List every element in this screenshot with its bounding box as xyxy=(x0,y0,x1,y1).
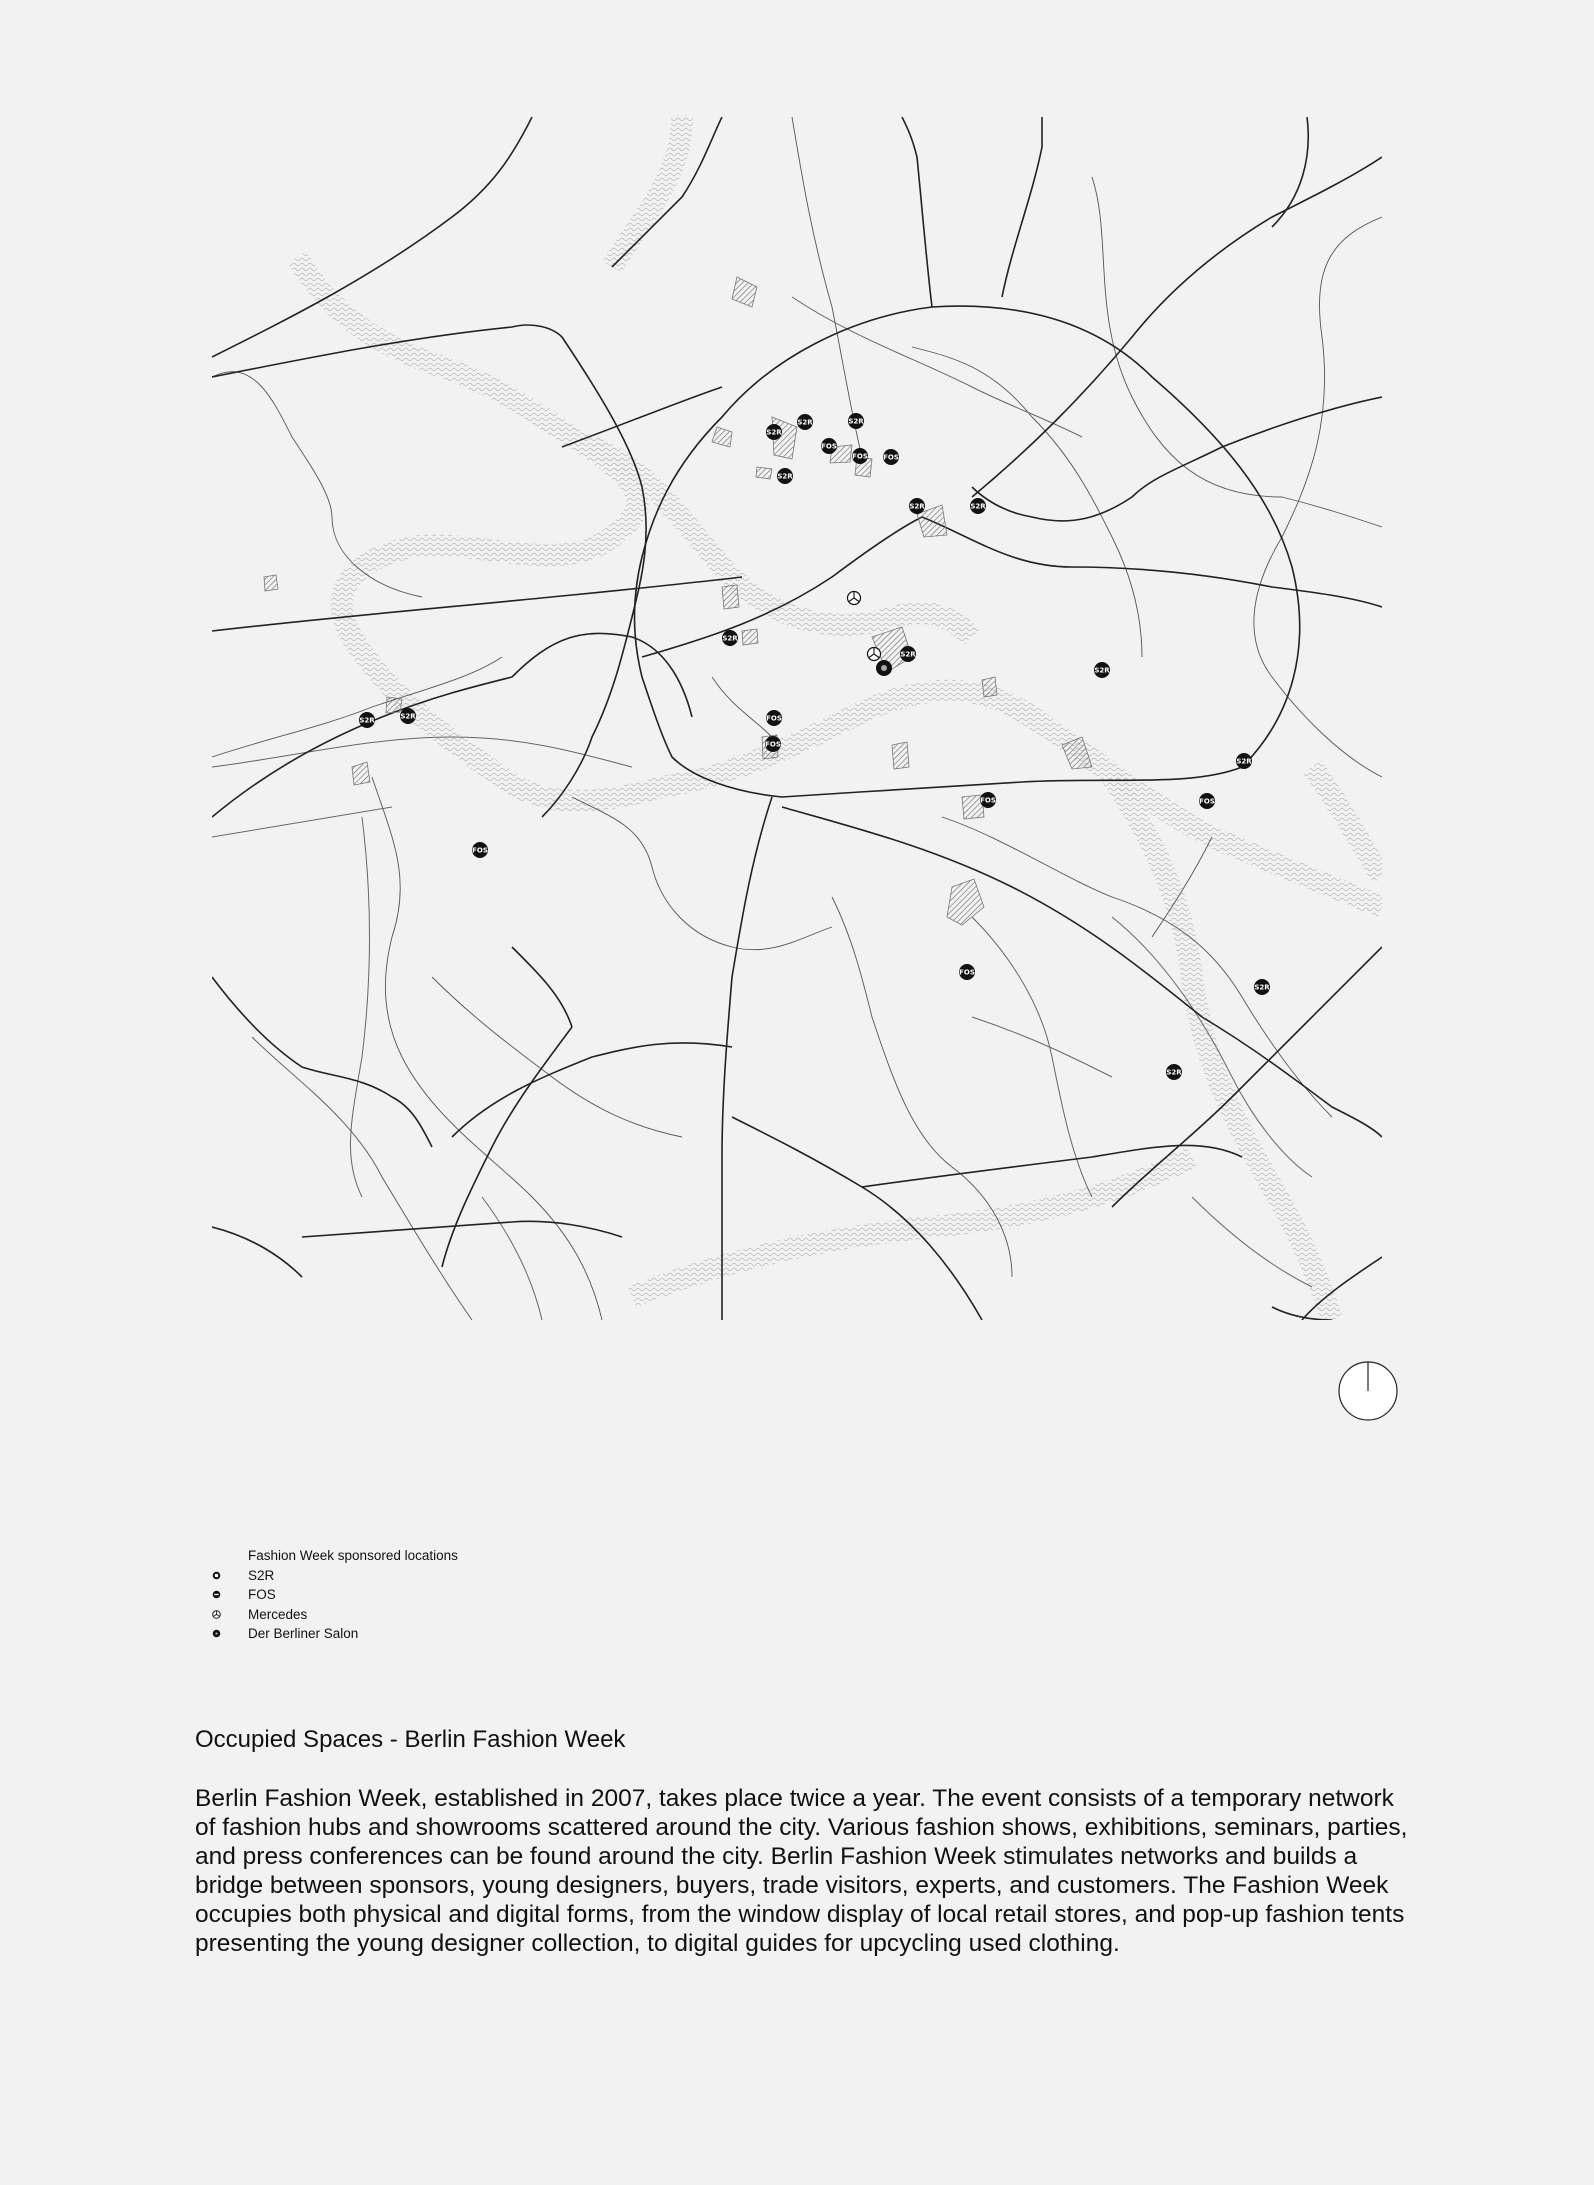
marker-label: FOS xyxy=(852,452,868,461)
marker-label: FOS xyxy=(1199,797,1215,806)
marker-label: FOS xyxy=(765,740,781,749)
s2r-icon xyxy=(212,1571,221,1580)
north-arrow-icon xyxy=(1337,1360,1399,1422)
marker-label: S2R xyxy=(848,417,864,426)
mercedes-icon xyxy=(212,1610,221,1619)
occupied-sites xyxy=(264,277,1092,925)
map-svg xyxy=(212,117,1382,1320)
legend-item-salon xyxy=(212,1624,458,1644)
map-legend xyxy=(212,1546,458,1644)
marker-label: FOS xyxy=(472,846,488,855)
s2r-marker xyxy=(359,712,375,728)
page-title: Occupied Spaces - Berlin Fashion Week xyxy=(195,1726,626,1753)
fos-marker xyxy=(980,792,996,808)
marker-label: S2R xyxy=(777,472,793,481)
main-roads xyxy=(212,117,1382,1320)
salon-icon xyxy=(212,1629,221,1638)
s2r-marker xyxy=(797,414,813,430)
marker-label: FOS xyxy=(766,714,782,723)
marker-label: S2R xyxy=(1166,1068,1182,1077)
fos-marker xyxy=(766,710,782,726)
fos-marker xyxy=(765,736,781,752)
site-area xyxy=(947,879,984,925)
s2r-marker xyxy=(777,468,793,484)
marker-label: S2R xyxy=(359,716,375,725)
s2r-marker xyxy=(1254,979,1270,995)
mercedes-marker xyxy=(868,648,881,661)
s2r-marker xyxy=(1166,1064,1182,1080)
marker-label: S2R xyxy=(970,502,986,511)
mercedes-marker xyxy=(848,592,861,605)
fos-marker xyxy=(1199,793,1215,809)
site-area xyxy=(386,697,402,713)
legend-item-fos xyxy=(212,1585,458,1605)
site-area xyxy=(352,762,370,785)
legend-label: S2R xyxy=(248,1567,275,1583)
legend-label: Mercedes xyxy=(248,1606,308,1622)
s2r-marker xyxy=(900,646,916,662)
legend-label: FOS xyxy=(248,1587,276,1602)
legend-label: Der Berliner Salon xyxy=(248,1626,359,1641)
site-area xyxy=(892,742,909,769)
site-area xyxy=(712,427,732,447)
fos-marker xyxy=(959,964,975,980)
s2r-marker xyxy=(970,498,986,514)
fos-icon xyxy=(212,1590,221,1599)
marker-label: S2R xyxy=(766,428,782,437)
salon-marker xyxy=(876,660,892,676)
district-borders xyxy=(212,117,1382,1320)
marker-label: S2R xyxy=(1254,983,1270,992)
site-area xyxy=(264,575,278,591)
legend-heading: Fashion Week sponsored locations xyxy=(248,1548,458,1563)
s2r-marker xyxy=(848,413,864,429)
description-text: Berlin Fashion Week, established in 2007, takes place twice a year. The event consists of a temporary network of fashion hubs and showrooms scattered around the city. Various fashion shows, exhibitions, seminars, parties, and press conferences can be found around the city. Berlin Fashion Week stimulates networks and builds a bridge between sponsors, young designers, buyers, trade visitors, experts, and customers. The Fashion Week occupies both physical and digital forms, from the window display of local retail stores, and pop-up fashion tents presenting the young designer collection, to digital guides for upcycling used clothing. xyxy=(195,1785,1408,1957)
marker-label: S2R xyxy=(797,418,813,427)
legend-item-s2r xyxy=(212,1566,458,1586)
marker-label: S2R xyxy=(1094,666,1110,675)
marker-label: S2R xyxy=(900,650,916,659)
s2r-marker xyxy=(1094,662,1110,678)
marker-label: S2R xyxy=(909,502,925,511)
site-area xyxy=(722,585,739,609)
river-spree xyxy=(297,117,1382,1320)
site-area xyxy=(982,677,997,697)
marker-label: S2R xyxy=(722,634,738,643)
berlin-map xyxy=(212,117,1382,1320)
marker-label: S2R xyxy=(400,712,416,721)
site-area xyxy=(742,629,758,645)
fos-marker xyxy=(852,448,868,464)
marker-label: S2R xyxy=(1236,757,1252,766)
fos-marker xyxy=(472,842,488,858)
legend-item-mercedes xyxy=(212,1605,458,1625)
s2r-marker xyxy=(722,630,738,646)
s2r-marker xyxy=(1236,753,1252,769)
site-area xyxy=(756,467,772,479)
marker-label: FOS xyxy=(821,442,837,451)
marker-label: FOS xyxy=(959,968,975,977)
fos-marker xyxy=(821,438,837,454)
marker-label: FOS xyxy=(980,796,996,805)
site-area xyxy=(732,277,757,307)
fos-marker xyxy=(883,449,899,465)
marker-label: FOS xyxy=(883,453,899,462)
